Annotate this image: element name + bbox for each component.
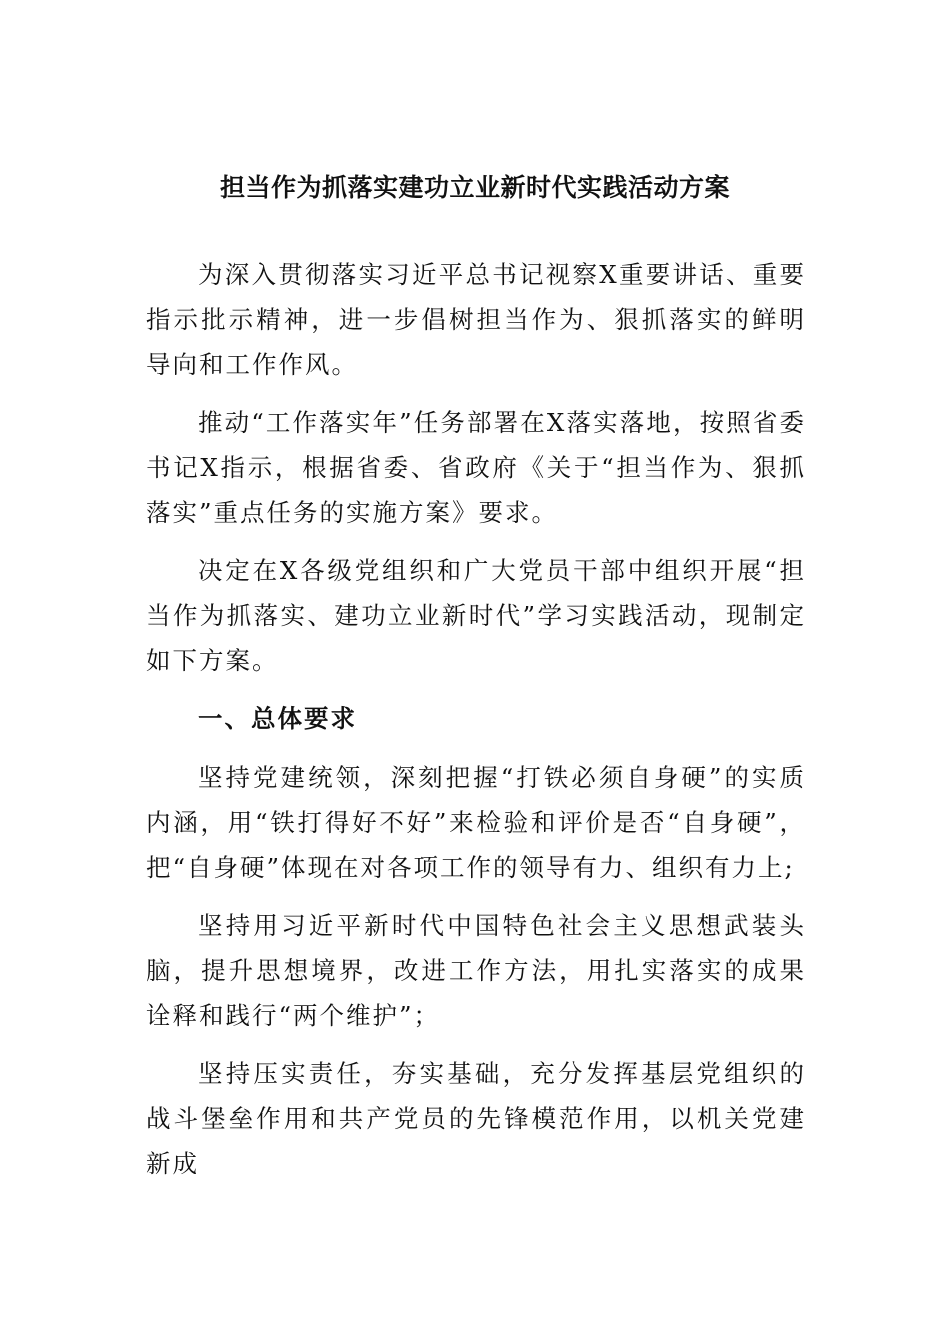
section-paragraph-3: 坚持压实责任，夯实基础，充分发挥基层党组织的战斗堡垒作用和共产党员的先锋模范作用，以机关党建新成: [146, 1059, 806, 1178]
section-paragraph-2: 坚持用习近平新时代中国特色社会主义思想武装头脑，提升思想境界，改进工作方法，用扎实落实的成果诠释和践行“两个维护”；: [146, 911, 806, 1030]
intro-paragraph-2: 推动“工作落实年”任务部署在X落实落地，按照省委书记X指示，根据省委、省政府《关于“担当作为、狠抓落实”重点任务的实施方案》要求。: [146, 408, 806, 527]
section-heading-general-requirements: 一、总体要求: [198, 704, 357, 733]
document-title: 担当作为抓落实建功立业新时代实践活动方案: [219, 173, 730, 202]
document-body: [146, 252, 806, 1199]
intro-paragraph-1: 为深入贯彻落实习近平总书记视察X重要讲话、重要指示批示精神，进一步倡树担当作为、狠抓落实的鲜明导向和工作作风。: [146, 260, 806, 379]
section-paragraph-1: 坚持党建统领，深刻把握“打铁必须自身硬”的实质内涵，用“铁打得好不好”来检验和评价是否“自身硬”，把“自身硬”体现在对各项工作的领导有力、组织有力上;: [146, 763, 806, 882]
intro-paragraph-3: 决定在X各级党组织和广大党员干部中组织开展“担当作为抓落实、建功立业新时代”学习实践活动，现制定如下方案。: [146, 556, 806, 675]
